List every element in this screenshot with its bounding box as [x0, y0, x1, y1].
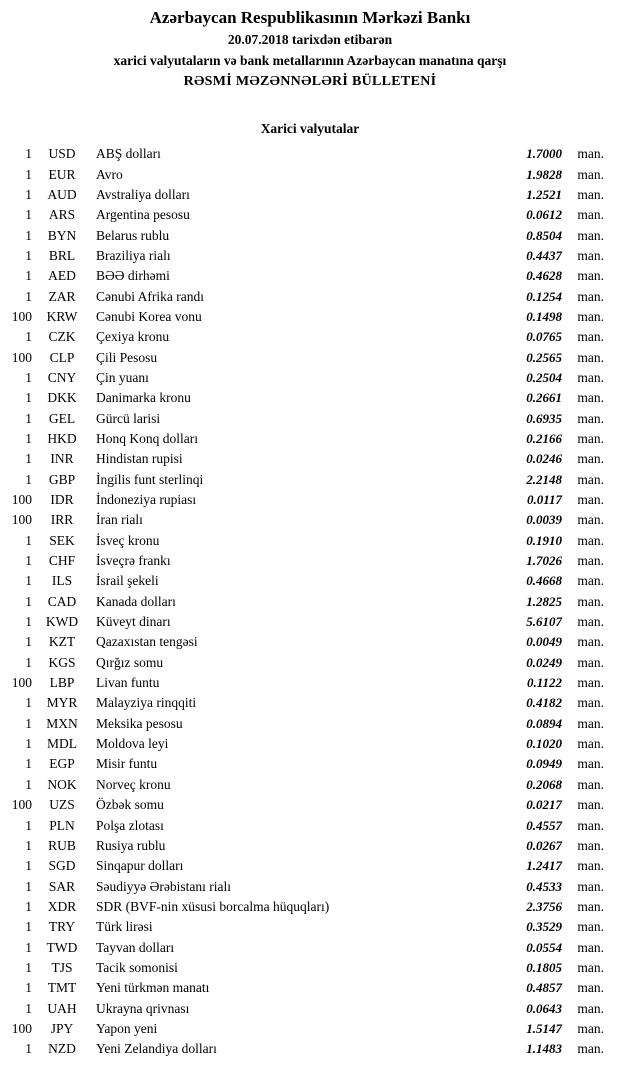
currency-rate: 1.9828 — [526, 166, 562, 182]
currency-quantity: 1 — [25, 776, 32, 792]
currency-quantity: 1 — [25, 207, 32, 223]
currency-row — [0, 185, 620, 205]
currency-unit: man. — [577, 410, 604, 426]
currency-row — [0, 917, 620, 937]
currency-name: Yeni Zelandiya dolları — [96, 1041, 217, 1057]
currency-name: Danimarka kronu — [96, 390, 191, 406]
currency-name: Livan funtu — [96, 675, 160, 691]
currency-unit: man. — [577, 471, 604, 487]
currency-rate: 0.0049 — [526, 634, 562, 650]
currency-rate: 1.7000 — [526, 146, 562, 162]
currency-code: GBP — [48, 471, 76, 487]
currency-code: MYR — [46, 695, 78, 711]
currency-code: RUB — [48, 837, 76, 853]
currency-code: EUR — [48, 166, 76, 182]
currency-quantity: 1 — [25, 329, 32, 345]
currency-row — [0, 795, 620, 815]
currency-row — [0, 632, 620, 652]
currency-name: Argentina pesosu — [96, 207, 190, 223]
currency-rate: 0.0765 — [526, 329, 562, 345]
currency-quantity: 1 — [25, 756, 32, 772]
page-title: Azərbaycan Respublikasının Mərkəzi Bankı — [149, 8, 471, 27]
currency-rate: 0.2504 — [526, 369, 562, 385]
currency-name: Kanada dolları — [96, 593, 176, 609]
currency-row — [0, 1039, 620, 1059]
currency-quantity: 1 — [25, 878, 32, 894]
currency-code: SEK — [49, 532, 75, 548]
currency-rate: 0.4182 — [526, 695, 562, 711]
currency-row — [0, 653, 620, 673]
currency-unit: man. — [577, 654, 604, 670]
currency-row — [0, 815, 620, 835]
currency-unit: man. — [577, 553, 604, 569]
currency-quantity: 1 — [25, 146, 32, 162]
currency-rate: 2.3756 — [526, 898, 562, 914]
currency-row — [0, 266, 620, 286]
currency-row — [0, 958, 620, 978]
currency-row — [0, 693, 620, 713]
currency-code: CHF — [48, 553, 76, 569]
currency-rate: 0.0894 — [526, 715, 562, 731]
currency-name: İsveç kronu — [96, 532, 160, 548]
currency-unit: man. — [577, 166, 604, 182]
currency-name: Türk lirəsi — [96, 919, 153, 935]
currency-row — [0, 388, 620, 408]
currency-unit: man. — [577, 308, 604, 324]
currency-code: NOK — [47, 776, 77, 792]
currency-code: UAH — [47, 1000, 77, 1016]
currency-code: USD — [48, 146, 76, 162]
currency-row — [0, 144, 620, 164]
currency-row — [0, 510, 620, 530]
currency-quantity: 1 — [25, 695, 32, 711]
currency-unit: man. — [577, 736, 604, 752]
currency-code: EGP — [49, 756, 75, 772]
currency-code: UZS — [49, 797, 75, 813]
currency-rate: 0.2166 — [526, 430, 562, 446]
currency-row — [0, 551, 620, 571]
currency-unit: man. — [577, 776, 604, 792]
currency-rate: 1.1483 — [526, 1041, 562, 1057]
currency-quantity: 1 — [25, 186, 32, 202]
currency-rate: 2.2148 — [526, 471, 562, 487]
currency-unit: man. — [577, 695, 604, 711]
currency-rate: 0.0643 — [526, 1000, 562, 1016]
currency-quantity: 1 — [25, 919, 32, 935]
currency-rate: 0.3529 — [526, 919, 562, 935]
currency-row — [0, 937, 620, 957]
currency-quantity: 1 — [25, 1041, 32, 1057]
currency-unit: man. — [577, 369, 604, 385]
currency-quantity: 1 — [25, 614, 32, 630]
currency-rate: 0.0246 — [526, 451, 562, 467]
currency-unit: man. — [577, 675, 604, 691]
currency-rate: 0.0267 — [526, 837, 562, 853]
currency-unit: man. — [577, 939, 604, 955]
currency-name: Hindistan rupisi — [96, 451, 183, 467]
currency-rate: 0.8504 — [526, 227, 562, 243]
currency-name: Moldova leyi — [96, 736, 169, 752]
currency-code: PLN — [49, 817, 75, 833]
currency-unit: man. — [577, 797, 604, 813]
currency-unit: man. — [577, 227, 604, 243]
currency-quantity: 1 — [25, 858, 32, 874]
currency-unit: man. — [577, 858, 604, 874]
currency-name: Küveyt dinarı — [96, 614, 171, 630]
currency-quantity: 100 — [11, 512, 32, 528]
currency-rate: 0.1122 — [526, 675, 562, 691]
currency-unit: man. — [577, 390, 604, 406]
currency-code: SAR — [48, 878, 76, 894]
currency-unit: man. — [577, 980, 604, 996]
currency-quantity: 1 — [25, 227, 32, 243]
currency-code: ILS — [51, 573, 73, 589]
currency-unit: man. — [577, 1020, 604, 1036]
currency-code: TWD — [46, 939, 78, 955]
currency-name: Səudiyyə Ərəbistanı rialı — [96, 878, 231, 894]
currency-quantity: 100 — [11, 308, 32, 324]
currency-unit: man. — [577, 247, 604, 263]
currency-rate: 0.1805 — [526, 959, 562, 975]
currency-row — [0, 714, 620, 734]
currency-code: IDR — [50, 492, 74, 508]
currency-unit: man. — [577, 817, 604, 833]
currency-unit: man. — [577, 492, 604, 508]
currency-row — [0, 327, 620, 347]
currency-rate: 0.1020 — [526, 736, 562, 752]
currency-rate: 0.0554 — [526, 939, 562, 955]
currency-code: IRR — [50, 512, 74, 528]
currency-row — [0, 164, 620, 184]
currency-quantity: 1 — [25, 1000, 32, 1016]
currency-code: TJS — [51, 959, 73, 975]
currency-unit: man. — [577, 715, 604, 731]
currency-rate: 1.2825 — [526, 593, 562, 609]
currency-unit: man. — [577, 186, 604, 202]
currency-rate: 0.4857 — [526, 980, 562, 996]
currency-name: Tayvan dolları — [96, 939, 175, 955]
currency-unit: man. — [577, 878, 604, 894]
currency-name: Polşa zlotası — [96, 817, 164, 833]
currency-name: SDR (BVF-nin xüsusi borcalma hüquqları) — [96, 898, 330, 914]
currency-row — [0, 307, 620, 327]
currency-unit: man. — [577, 593, 604, 609]
currency-row — [0, 754, 620, 774]
currency-quantity: 1 — [25, 166, 32, 182]
currency-code: JPY — [50, 1020, 74, 1036]
currency-name: Cənubi Korea vonu — [96, 308, 202, 324]
currency-unit: man. — [577, 146, 604, 162]
currency-code: AED — [48, 268, 76, 284]
currency-row — [0, 490, 620, 510]
currency-code: MDL — [47, 736, 77, 752]
currency-quantity: 1 — [25, 410, 32, 426]
currency-quantity: 100 — [11, 675, 32, 691]
currency-row — [0, 998, 620, 1018]
currency-row — [0, 978, 620, 998]
currency-code: TRY — [48, 919, 76, 935]
currency-rate: 0.2068 — [526, 776, 562, 792]
currency-rate: 0.0217 — [526, 797, 562, 813]
currency-code: KZT — [48, 634, 76, 650]
currency-row — [0, 408, 620, 428]
currency-unit: man. — [577, 614, 604, 630]
currency-rate: 0.4628 — [526, 268, 562, 284]
currency-name: Cənubi Afrika randı — [96, 288, 204, 304]
currency-quantity: 1 — [25, 654, 32, 670]
currency-name: Avstraliya dolları — [96, 186, 190, 202]
currency-row — [0, 734, 620, 754]
currency-rate: 1.7026 — [526, 553, 562, 569]
currency-row — [0, 1019, 620, 1039]
currency-quantity: 100 — [11, 1020, 32, 1036]
currency-name: Rusiya rublu — [96, 837, 166, 853]
currency-name: Avro — [96, 166, 123, 182]
currency-quantity: 1 — [25, 288, 32, 304]
currency-quantity: 100 — [11, 797, 32, 813]
currency-rate: 0.4437 — [526, 247, 562, 263]
currency-code: HKD — [47, 430, 77, 446]
currency-row — [0, 347, 620, 367]
currency-code: AUD — [47, 186, 77, 202]
currency-code: BRL — [48, 247, 76, 263]
currency-quantity: 100 — [11, 492, 32, 508]
currency-name: Braziliya rialı — [96, 247, 171, 263]
currency-quantity: 1 — [25, 471, 32, 487]
currency-name: Qırğız somu — [96, 654, 164, 670]
currency-row — [0, 286, 620, 306]
currency-row — [0, 856, 620, 876]
currency-code: CLP — [49, 349, 75, 365]
currency-name: İngilis funt sterlinqi — [96, 471, 204, 487]
currency-quantity: 1 — [25, 268, 32, 284]
currency-rate: 0.1498 — [526, 308, 562, 324]
currency-name: Çexiya kronu — [96, 329, 170, 345]
currency-name: Sinqapur dolları — [96, 858, 184, 874]
currency-name: Tacik somonisi — [96, 959, 178, 975]
currency-code: CAD — [47, 593, 77, 609]
currency-name: Yeni türkmən manatı — [96, 980, 210, 996]
currency-row — [0, 876, 620, 896]
currency-unit: man. — [577, 1041, 604, 1057]
currency-rate: 0.0612 — [526, 207, 562, 223]
currency-unit: man. — [577, 512, 604, 528]
currency-rate: 0.0039 — [526, 512, 562, 528]
currency-code: MXN — [46, 715, 78, 731]
currency-quantity: 1 — [25, 817, 32, 833]
currency-quantity: 1 — [25, 573, 32, 589]
currency-name: Çin yuanı — [96, 369, 149, 385]
currency-quantity: 1 — [25, 451, 32, 467]
currency-unit: man. — [577, 573, 604, 589]
currency-quantity: 1 — [25, 959, 32, 975]
currency-rate: 0.0949 — [526, 756, 562, 772]
currency-unit: man. — [577, 532, 604, 548]
currency-unit: man. — [577, 349, 604, 365]
currency-unit: man. — [577, 959, 604, 975]
currency-quantity: 1 — [25, 593, 32, 609]
currency-quantity: 1 — [25, 837, 32, 853]
currency-rate: 0.1910 — [526, 532, 562, 548]
subtitle-line: xarici valyutaların və bank metallarının Azərbaycan manatına qarşı — [113, 53, 507, 68]
currency-rate: 0.0117 — [526, 492, 562, 508]
currency-name: BƏƏ dirhəmi — [96, 268, 170, 284]
currency-row — [0, 775, 620, 795]
currency-rate: 5.6107 — [526, 614, 562, 630]
currency-unit: man. — [577, 430, 604, 446]
currency-row — [0, 368, 620, 388]
currency-rate: 0.0249 — [526, 654, 562, 670]
currency-quantity: 1 — [25, 532, 32, 548]
currency-name: İsveçrə frankı — [96, 553, 171, 569]
currency-name: Qazaxıstan tengəsi — [96, 634, 198, 650]
currency-code: LBP — [49, 675, 75, 691]
currency-row — [0, 673, 620, 693]
currency-rate: 0.2661 — [526, 390, 562, 406]
currency-code: TMT — [47, 980, 77, 996]
currency-name: Meksika pesosu — [96, 715, 183, 731]
currency-table — [0, 144, 620, 1059]
currency-rate: 1.2417 — [526, 858, 562, 874]
currency-unit: man. — [577, 451, 604, 467]
currency-name: Belarus rublu — [96, 227, 170, 243]
currency-quantity: 1 — [25, 980, 32, 996]
currency-name: ABŞ dolları — [96, 146, 161, 162]
currency-row — [0, 449, 620, 469]
currency-rate: 0.6935 — [526, 410, 562, 426]
currency-name: Honq Konq dolları — [96, 430, 198, 446]
currency-code: SGD — [48, 858, 76, 874]
currency-row — [0, 205, 620, 225]
bulletin-title: RƏSMİ MƏZƏNNƏLƏRİ BÜLLETENİ — [183, 74, 437, 89]
currency-rate: 0.4533 — [526, 878, 562, 894]
currency-code: ARS — [48, 207, 76, 223]
currency-code: KWD — [45, 614, 79, 630]
currency-code: ZAR — [48, 288, 76, 304]
currency-name: Özbək somu — [96, 797, 164, 813]
currency-unit: man. — [577, 329, 604, 345]
currency-name: İndoneziya rupiası — [96, 492, 197, 508]
currency-quantity: 1 — [25, 247, 32, 263]
currency-row — [0, 470, 620, 490]
currency-row — [0, 225, 620, 245]
currency-name: Misir funtu — [96, 756, 158, 772]
currency-quantity: 1 — [25, 898, 32, 914]
currency-name: Norveç kronu — [96, 776, 171, 792]
currency-row — [0, 429, 620, 449]
currency-row — [0, 531, 620, 551]
currency-name: İsrail şekeli — [96, 573, 159, 589]
currency-quantity: 100 — [11, 349, 32, 365]
currency-code: CZK — [48, 329, 76, 345]
currency-rate: 0.1254 — [526, 288, 562, 304]
currency-quantity: 1 — [25, 715, 32, 731]
currency-code: XDR — [47, 898, 77, 914]
currency-row — [0, 836, 620, 856]
currency-code: CNY — [47, 369, 77, 385]
currency-code: BYN — [47, 227, 77, 243]
currency-unit: man. — [577, 919, 604, 935]
currency-rate: 1.5147 — [526, 1020, 562, 1036]
currency-rate: 0.4668 — [526, 573, 562, 589]
currency-name: Ukrayna qrivnası — [96, 1000, 190, 1016]
currency-code: KRW — [46, 308, 78, 324]
currency-code: DKK — [47, 390, 77, 406]
currency-code: NZD — [48, 1041, 76, 1057]
currency-name: Malayziya rinqqiti — [96, 695, 197, 711]
currency-row — [0, 571, 620, 591]
section-title-foreign-currencies: Xarici valyutalar — [260, 121, 360, 136]
currency-code: INR — [50, 451, 74, 467]
currency-unit: man. — [577, 898, 604, 914]
currency-name: Gürcü larisi — [96, 410, 161, 426]
currency-quantity: 1 — [25, 369, 32, 385]
currency-quantity: 1 — [25, 634, 32, 650]
currency-name: Çili Pesosu — [96, 349, 158, 365]
currency-unit: man. — [577, 756, 604, 772]
effective-date-line: 20.07.2018 tarixdən etibarən — [227, 32, 393, 47]
currency-quantity: 1 — [25, 939, 32, 955]
currency-unit: man. — [577, 288, 604, 304]
currency-rate: 0.4557 — [526, 817, 562, 833]
currency-unit: man. — [577, 634, 604, 650]
currency-name: Yapon yeni — [96, 1020, 158, 1036]
currency-unit: man. — [577, 268, 604, 284]
currency-code: GEL — [48, 410, 76, 426]
currency-code: KGS — [48, 654, 76, 670]
currency-unit: man. — [577, 1000, 604, 1016]
currency-unit: man. — [577, 207, 604, 223]
currency-row — [0, 592, 620, 612]
currency-row — [0, 897, 620, 917]
currency-quantity: 1 — [25, 430, 32, 446]
currency-name: İran rialı — [96, 512, 143, 528]
currency-unit: man. — [577, 837, 604, 853]
currency-rate: 1.2521 — [526, 186, 562, 202]
currency-quantity: 1 — [25, 553, 32, 569]
currency-quantity: 1 — [25, 390, 32, 406]
currency-rate: 0.2565 — [526, 349, 562, 365]
currency-row — [0, 246, 620, 266]
currency-quantity: 1 — [25, 736, 32, 752]
currency-row — [0, 612, 620, 632]
